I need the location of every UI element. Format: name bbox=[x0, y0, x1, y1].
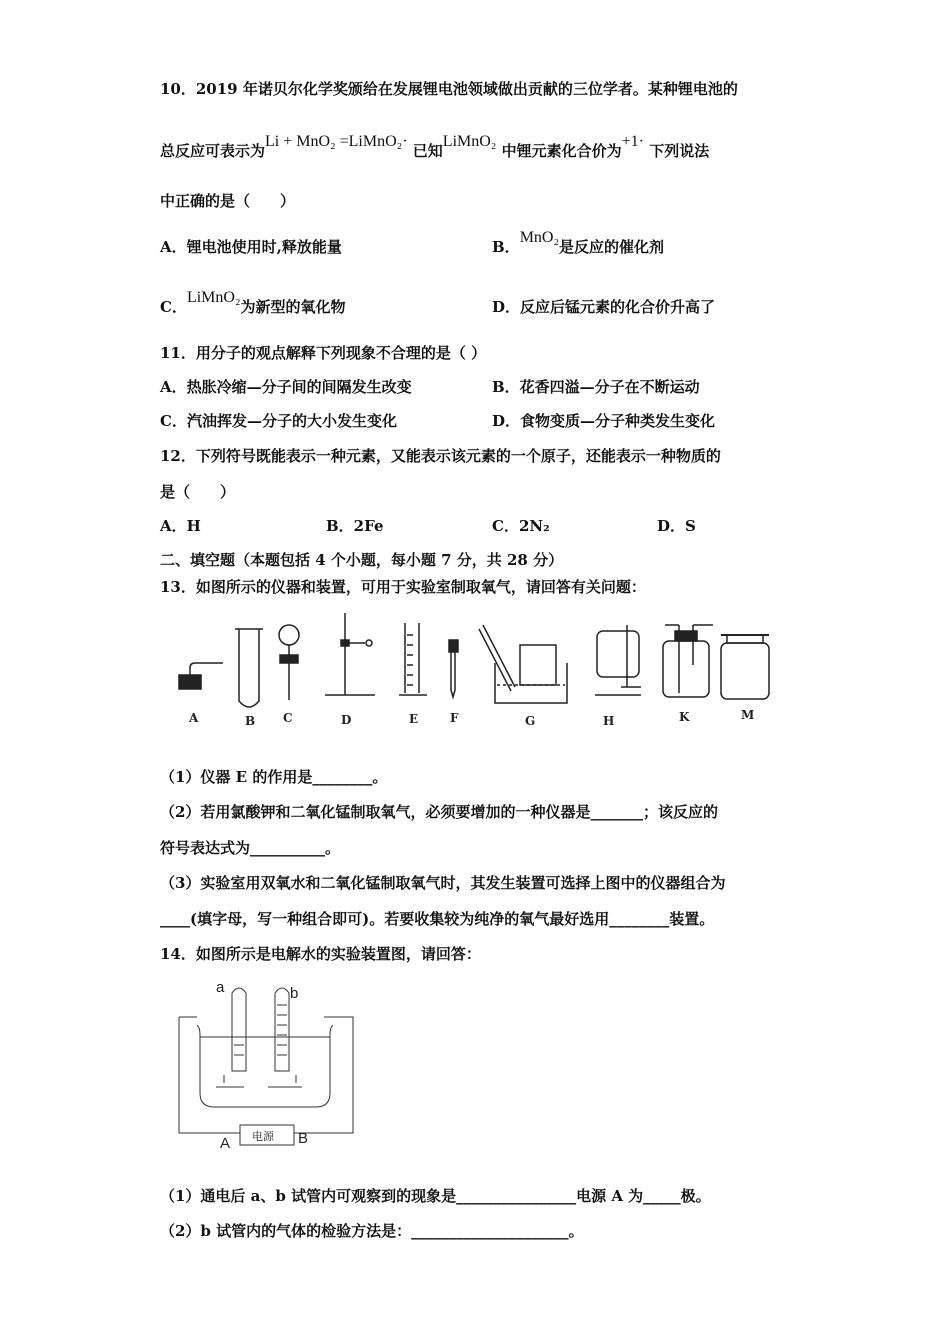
label-c: C bbox=[283, 711, 293, 725]
q10-option-b-suffix: 是反应的催化剂 bbox=[559, 238, 665, 256]
label-f: F bbox=[450, 711, 459, 725]
label-b: B bbox=[245, 714, 256, 728]
q12-option-b: B．2Fe bbox=[326, 517, 384, 535]
label-m: M bbox=[741, 708, 755, 722]
q10-line2-mid: 已知 bbox=[412, 142, 443, 160]
q10-option-d: D．反应后锰元素的化合价升高了 bbox=[492, 298, 716, 316]
label-k: K bbox=[679, 710, 690, 724]
q10-option-c-formula: LiMnO₂ bbox=[186, 289, 241, 306]
q11-option-d: D．食物变质—分子种类发生变化 bbox=[492, 412, 716, 430]
q10-equation: Li + MnO₂ =LiMnO₂· bbox=[265, 133, 408, 150]
tube-b-label: b bbox=[290, 985, 299, 1002]
q13-part3-line2: ____(填字母，写一种组合即可)。若要收集较为纯净的氧气最好选用________装置。 bbox=[160, 910, 715, 928]
q10-option-c-prefix: C． bbox=[160, 298, 187, 316]
q14-part2: （2）b 试管内的气体的检验方法是：_____________________。 bbox=[160, 1222, 584, 1240]
section-heading: 二、填空题（本题包括 4 个小题，每小题 7 分，共 28 分） bbox=[160, 551, 564, 569]
q12-option-a: A．H bbox=[160, 517, 201, 535]
q13-part2-line2: 符号表达式为__________。 bbox=[160, 839, 341, 857]
q13-stem: 13．如图所示的仪器和装置，可用于实验室制取氧气，请回答有关问题： bbox=[160, 578, 646, 596]
q10-option-c-suffix: 为新型的氧化物 bbox=[240, 298, 346, 316]
q10-line2-suffix: 下列说法 bbox=[649, 142, 710, 160]
q10-line2-mid2: 中锂元素化合价为 bbox=[501, 142, 622, 160]
apparatus-m bbox=[721, 635, 769, 699]
q10-line2 bbox=[160, 133, 710, 161]
q13-part1: （1）仪器 E 的作用是________。 bbox=[160, 768, 388, 786]
power-supply-label: 电源 bbox=[252, 1131, 274, 1143]
q10-option-b bbox=[492, 229, 665, 257]
apparatus-f bbox=[449, 640, 458, 697]
q13-part3-line1: （3）实验室用双氧水和二氧化锰制取氧气时，其发生装置可选择上图中的仪器组合为 bbox=[160, 874, 726, 892]
q10-option-a: A．锂电池使用时,释放能量 bbox=[160, 238, 342, 256]
q13-part2-line1: （2）若用氯酸钾和二氧化锰制取氧气，必须要增加的一种仪器是_______；该反应的 bbox=[160, 803, 718, 821]
q10-line3: 中正确的是（ ） bbox=[160, 192, 296, 210]
q10-option-b-prefix: B． bbox=[492, 238, 520, 256]
label-e: E bbox=[409, 712, 419, 726]
apparatus-d bbox=[325, 613, 375, 695]
q14-stem: 14．如图所示是电解水的实验装置图，请回答： bbox=[160, 945, 481, 963]
apparatus-k bbox=[663, 625, 713, 697]
label-d: D bbox=[341, 713, 352, 727]
apparatus-g bbox=[479, 625, 567, 703]
q10-option-c bbox=[160, 289, 346, 317]
q12-line2: 是（ ） bbox=[160, 483, 236, 501]
apparatus-e bbox=[399, 623, 427, 695]
apparatus-a bbox=[179, 663, 223, 689]
apparatus-h bbox=[595, 625, 641, 695]
apparatus-b bbox=[235, 629, 263, 707]
q12-line1: 12．下列符号既能表示一种元素，又能表示该元素的一个原子，还能表示一种物质的 bbox=[160, 447, 721, 465]
q12-option-c: C．2N₂ bbox=[492, 517, 550, 535]
apparatus-c bbox=[279, 625, 299, 700]
q10-line1: 10．2019 年诺贝尔化学奖颁给在发展锂电池领域做出贡献的三位学者。某种锂电池的 bbox=[160, 80, 738, 98]
label-a: A bbox=[189, 711, 199, 725]
lab-apparatus-figure bbox=[165, 605, 790, 735]
q12-option-d: D．S bbox=[657, 517, 696, 535]
label-g: G bbox=[525, 714, 536, 728]
q10-line2-prefix: 总反应可表示为 bbox=[160, 142, 266, 160]
terminal-b-label: B bbox=[298, 1130, 309, 1147]
electrolysis-figure bbox=[172, 975, 362, 1155]
q11-stem: 11．用分子的观点解释下列现象不合理的是（ ） bbox=[160, 344, 487, 362]
q10-option-b-formula: MnO₂ bbox=[519, 229, 560, 246]
q11-option-c: C．汽油挥发—分子的大小发生变化 bbox=[160, 412, 397, 430]
q10-valence: +1· bbox=[621, 133, 644, 150]
q11-option-a: A．热胀冷缩—分子间的间隔发生改变 bbox=[160, 378, 412, 396]
q11-option-b: B．花香四溢—分子在不断运动 bbox=[492, 378, 700, 396]
terminal-a-label: A bbox=[220, 1135, 231, 1152]
tube-a-label: a bbox=[216, 979, 225, 996]
label-h: H bbox=[603, 714, 615, 728]
q14-part1: （1）通电后 a、b 试管内可观察到的现象是________________电源 A 为_____极。 bbox=[160, 1187, 711, 1205]
q10-compound: LiMnO₂ bbox=[442, 133, 497, 150]
